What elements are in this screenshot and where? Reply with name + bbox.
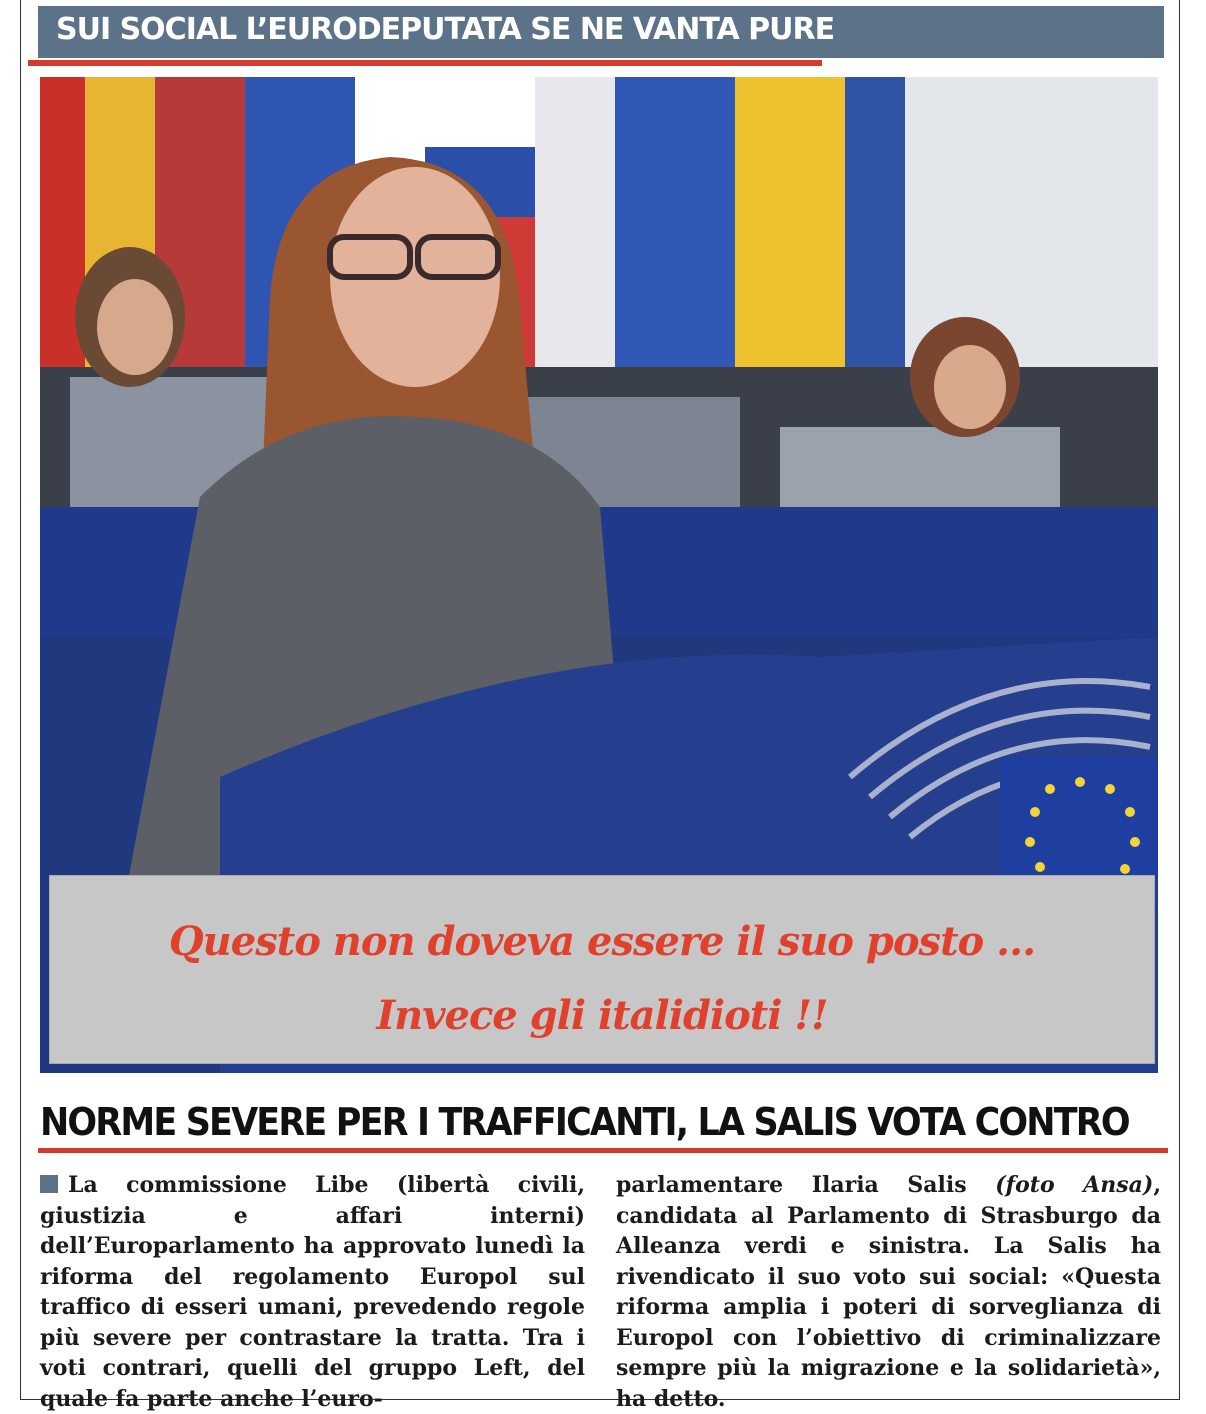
kicker-label: SUI SOCIAL L’EURODEPUTATA SE NE VANTA PURE <box>56 12 835 47</box>
caption-line-1: Questo non doveva essere il suo posto … <box>168 918 1036 965</box>
article-column-2 <box>616 1170 1161 1414</box>
column-2-text-start: parlamentare Ilaria Salis <box>616 1172 996 1198</box>
headline-rule <box>38 1148 1168 1153</box>
article-headline: NORME SEVERE PER I TRAFFICANTI, LA SALIS VOTA CONTRO <box>40 1100 1129 1144</box>
article-column-1 <box>40 1170 585 1414</box>
photo-credit: (foto Ansa) <box>995 1172 1154 1198</box>
section-bullet-icon <box>40 1175 58 1193</box>
kicker-underline <box>28 60 822 66</box>
photo-caption-box <box>49 875 1155 1064</box>
column-1-text: La commissione Libe (libertà civili, giustizia e affari interni) dell’Europarlamento ha approvato lunedì la riforma del regolamento Europol sul traffico di esseri umani, prevedendo regole più severe per contrastare la tratta. Tra i voti contrari, quelli del gruppo Left, del quale fa parte anche l’euro- <box>40 1172 585 1412</box>
caption-line-2: Invece gli italidioti !! <box>376 992 828 1039</box>
column-2-text-end: , candidata al Parlamento di Strasburgo da Alleanza verdi e sinistra. La Salis ha rivendicato il suo voto sui social: «Questa riforma amplia i poteri di sorveglianza di Europol con l’obiettivo di criminalizzare sempre più la migrazione e la solidarietà», ha detto. <box>616 1172 1161 1412</box>
